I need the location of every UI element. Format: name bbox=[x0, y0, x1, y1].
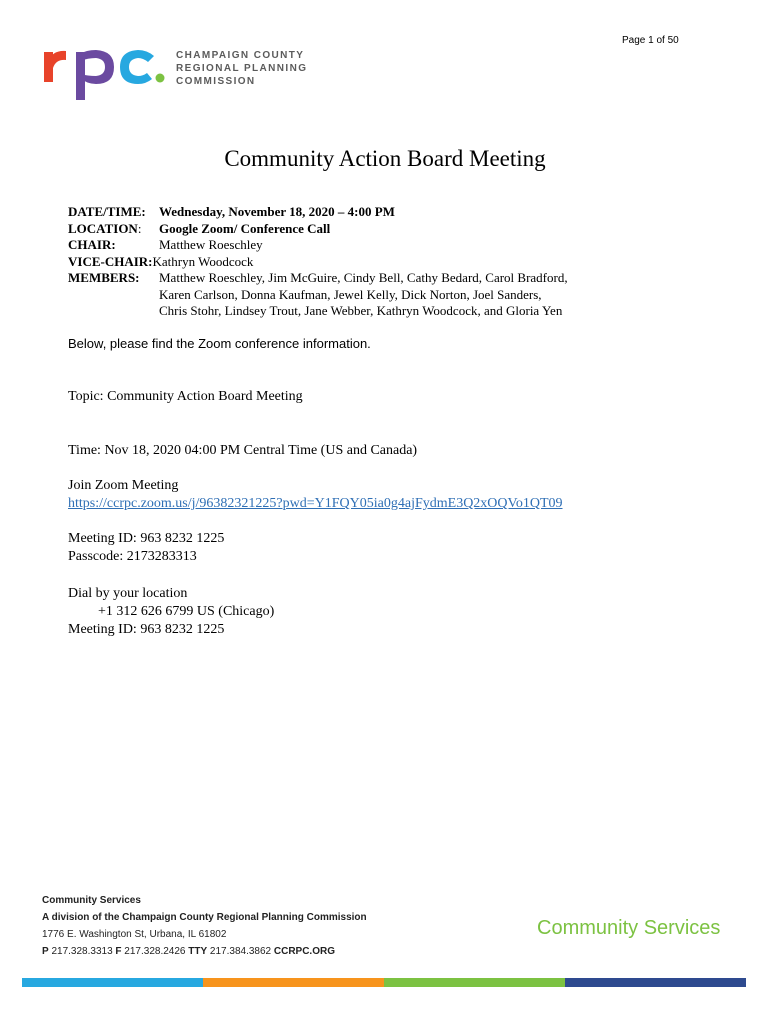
chair-row bbox=[68, 237, 568, 254]
logo-p-bowl bbox=[80, 50, 114, 84]
members-line: Karen Carlson, Donna Kaufman, Jewel Kelly, Dick Norton, Joel Sanders, bbox=[159, 286, 542, 302]
join-section bbox=[68, 477, 563, 513]
vice-chair-row bbox=[68, 254, 568, 271]
location-value: Google Zoom/ Conference Call bbox=[159, 220, 331, 236]
meeting-credentials bbox=[68, 530, 224, 566]
members-line: Chris Stohr, Lindsey Trout, Jane Webber, Kathryn Woodcock, and Gloria Yen bbox=[159, 303, 563, 318]
members-list bbox=[159, 270, 568, 320]
topic-line: Topic: Community Action Board Meeting bbox=[68, 389, 303, 404]
location-label: LOCATION bbox=[68, 220, 138, 236]
color-bar-segment-navy bbox=[565, 978, 746, 987]
footer-address: 1776 E. Washington St, Urbana, IL 61802 bbox=[42, 929, 227, 940]
phone-label: P bbox=[42, 946, 49, 957]
page-number: Page 1 of 50 bbox=[622, 35, 679, 46]
location-row bbox=[68, 221, 568, 238]
vice-chair-label: VICE-CHAIR: bbox=[68, 253, 153, 269]
fax-value: 217.328.2426 bbox=[124, 946, 186, 957]
footer-dept: Community Services bbox=[42, 895, 141, 906]
website: CCRPC.ORG bbox=[273, 946, 335, 957]
org-name-line: REGIONAL PLANNING bbox=[176, 63, 308, 74]
logo-dot bbox=[156, 74, 165, 83]
location-label-wrap bbox=[68, 221, 159, 238]
footer-color-bar bbox=[22, 978, 746, 987]
rpc-logo bbox=[42, 44, 166, 102]
color-bar-segment-blue bbox=[22, 978, 203, 987]
org-name-line: COMMISSION bbox=[176, 76, 256, 87]
dial-label: Dial by your location bbox=[68, 586, 188, 601]
meeting-details bbox=[68, 204, 568, 320]
members-line: Matthew Roeschley, Jim McGuire, Cindy Bell, Cathy Bedard, Carol Bradford, bbox=[159, 270, 568, 285]
dial-meeting-id: Meeting ID: 963 8232 1225 bbox=[68, 622, 225, 637]
color-bar-segment-orange bbox=[203, 978, 384, 987]
footer-brand: Community Services bbox=[537, 917, 721, 939]
phone-value: 217.328.3313 bbox=[51, 946, 113, 957]
location-colon: : bbox=[137, 220, 142, 236]
fax-label: F bbox=[115, 946, 122, 957]
meeting-id: Meeting ID: 963 8232 1225 bbox=[68, 531, 225, 546]
date-label: DATE/TIME: bbox=[68, 204, 146, 219]
org-name bbox=[176, 49, 307, 88]
document-title: Community Action Board Meeting bbox=[224, 146, 546, 171]
members-row bbox=[68, 270, 568, 320]
zoom-intro: Below, please find the Zoom conference information. bbox=[68, 336, 371, 351]
join-label: Join Zoom Meeting bbox=[68, 478, 179, 493]
footer-contact bbox=[42, 892, 367, 960]
date-row bbox=[68, 204, 568, 221]
chair-value: Matthew Roeschley bbox=[159, 237, 263, 252]
passcode: Passcode: 2173283313 bbox=[68, 549, 197, 564]
footer-phones bbox=[42, 943, 367, 960]
chair-label: CHAIR: bbox=[68, 237, 116, 252]
vice-chair-value: Kathryn Woodcock bbox=[152, 253, 254, 269]
dial-number: +1 312 626 6799 US (Chicago) bbox=[98, 604, 275, 619]
tty-label: TTY bbox=[188, 946, 208, 957]
zoom-join-link[interactable]: https://ccrpc.zoom.us/j/96382321225?pwd=Y1FQY05ia0g4ajFydmE3Q2xOQVo1QT09 bbox=[68, 496, 563, 511]
time-line: Time: Nov 18, 2020 04:00 PM Central Time (US and Canada) bbox=[68, 443, 418, 458]
members-label: MEMBERS: bbox=[68, 270, 140, 285]
tty-value: 217.384.3862 bbox=[209, 946, 272, 957]
color-bar-segment-green bbox=[384, 978, 565, 987]
date-value: Wednesday, November 18, 2020 – 4:00 PM bbox=[159, 204, 395, 219]
dial-section bbox=[68, 585, 274, 639]
org-name-line: CHAMPAIGN COUNTY bbox=[176, 50, 305, 61]
logo-c bbox=[120, 50, 154, 84]
footer-division: A division of the Champaign County Regional Planning Commission bbox=[42, 912, 367, 923]
